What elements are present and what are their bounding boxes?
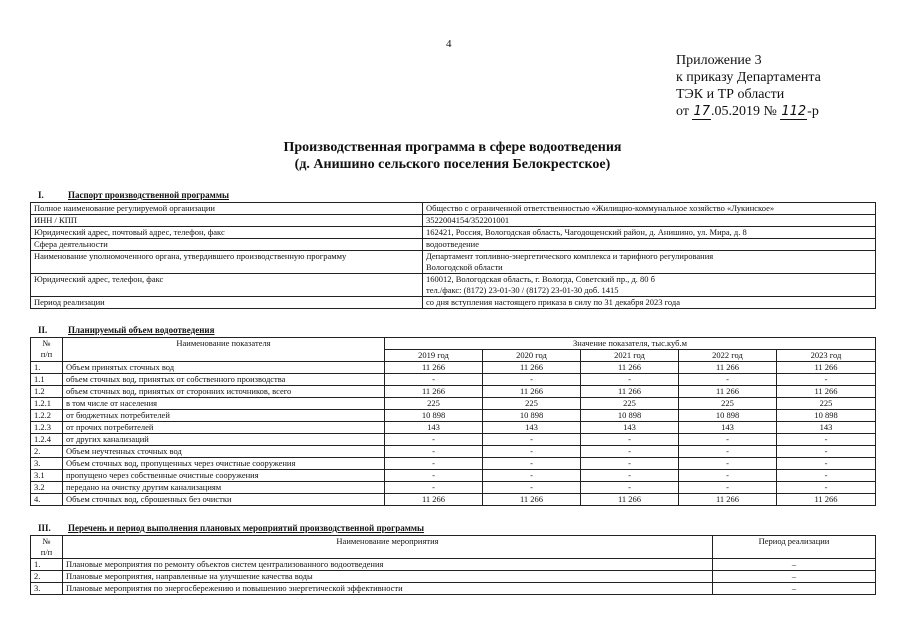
col-number-sublabel: п/п — [40, 547, 53, 557]
row-value: - — [581, 446, 679, 458]
passport-value: 162421, Россия, Вологодская область, Чагодощенский район, д. Анишино, ул. Мира, д. 8 — [423, 227, 876, 239]
row-value: - — [385, 470, 483, 482]
row-value: - — [777, 482, 876, 494]
row-number: 1.1 — [31, 374, 63, 386]
year-header: 2022 год — [679, 350, 777, 362]
row-value: 11 266 — [679, 362, 777, 374]
passport-value: Общество с ограниченной ответственностью «Жилищно-коммунальное хозяйство «Лукинское» — [423, 203, 876, 215]
row-value: 11 266 — [679, 494, 777, 506]
table-row — [31, 583, 876, 595]
col-header-values: Значение показателя, тыс.куб.м — [385, 338, 876, 350]
row-period: – — [713, 571, 876, 583]
row-value: 225 — [385, 398, 483, 410]
row-value: - — [385, 482, 483, 494]
table-row — [31, 458, 876, 470]
year-header: 2023 год — [777, 350, 876, 362]
row-value: - — [385, 446, 483, 458]
table-row — [31, 362, 876, 374]
row-value: 11 266 — [483, 362, 581, 374]
row-number: 3. — [31, 583, 63, 595]
passport-value: 3522004154/352201001 — [423, 215, 876, 227]
passport-label: Юридический адрес, почтовый адрес, телефон, факс — [31, 227, 423, 239]
row-value: 11 266 — [777, 386, 876, 398]
row-name: от других канализаций — [63, 434, 385, 446]
row-number: 3.2 — [31, 482, 63, 494]
row-value: 11 266 — [679, 386, 777, 398]
row-period: – — [713, 583, 876, 595]
date-prefix: от — [676, 104, 689, 119]
row-value: 143 — [777, 422, 876, 434]
row-value: 11 266 — [581, 386, 679, 398]
row-name: Объем принятых сточных вод — [63, 362, 385, 374]
year-header: 2019 год — [385, 350, 483, 362]
row-value: - — [581, 458, 679, 470]
row-value: 143 — [581, 422, 679, 434]
passport-label: Сфера деятельности — [31, 239, 423, 251]
row-value: 10 898 — [483, 410, 581, 422]
col-header-number — [31, 536, 63, 559]
order-suffix: -р — [807, 104, 819, 119]
year-header: 2020 год — [483, 350, 581, 362]
row-value: - — [679, 446, 777, 458]
row-value: - — [679, 434, 777, 446]
row-number: 1.2.3 — [31, 422, 63, 434]
row-value: 11 266 — [777, 362, 876, 374]
row-name: от прочих потребителей — [63, 422, 385, 434]
row-value: - — [679, 374, 777, 386]
row-value: 225 — [777, 398, 876, 410]
row-name: пропущено через собственные очистные сооружения — [63, 470, 385, 482]
section1-heading — [30, 190, 229, 200]
passport-table — [30, 202, 876, 309]
row-value: - — [777, 470, 876, 482]
col-header-name: Наименование показателя — [63, 338, 385, 362]
table-row — [31, 446, 876, 458]
col-header-number — [31, 338, 63, 362]
row-name: от бюджетных потребителей — [63, 410, 385, 422]
passport-label: Наименование уполномоченного органа, утвердившего производственную программу — [31, 251, 423, 274]
row-name: Плановые мероприятия, направленные на улучшение качества воды — [63, 571, 713, 583]
section1-title: Паспорт производственной программы — [68, 190, 229, 200]
handwritten-order-number: 112 — [781, 104, 807, 119]
table-row — [31, 251, 876, 274]
title-line1: Производственная программа в сфере водоотведения — [283, 140, 622, 155]
row-number: 3.1 — [31, 470, 63, 482]
table-row — [31, 470, 876, 482]
row-value: 225 — [581, 398, 679, 410]
handwritten-day: 17 — [693, 104, 710, 119]
passport-value: водоотведение — [423, 239, 876, 251]
row-value: 11 266 — [483, 494, 581, 506]
col-number-sublabel: п/п — [40, 349, 53, 359]
table-row — [31, 374, 876, 386]
header-row — [31, 338, 876, 350]
row-name: Плановые мероприятия по ремонту объектов систем централизованного водоотведения — [63, 559, 713, 571]
row-number: 1.2.2 — [31, 410, 63, 422]
col-number-label: № — [42, 536, 51, 546]
row-number: 3. — [31, 458, 63, 470]
row-name: Объем неучтенных сточных вод — [63, 446, 385, 458]
table-row — [31, 227, 876, 239]
section1-number: I. — [38, 190, 44, 200]
table-row — [31, 422, 876, 434]
row-name: объем сточных вод, принятых от собственного производства — [63, 374, 385, 386]
table-row — [31, 482, 876, 494]
row-value: - — [581, 470, 679, 482]
row-number: 2. — [31, 571, 63, 583]
table-row — [31, 398, 876, 410]
row-value: - — [777, 434, 876, 446]
date-rest: .05.2019 № — [710, 104, 777, 119]
row-value: 11 266 — [385, 386, 483, 398]
row-period: – — [713, 559, 876, 571]
row-value: - — [483, 434, 581, 446]
row-name: Объем сточных вод, сброшенных без очистки — [63, 494, 385, 506]
appendix-line3: ТЭК и ТР области — [676, 87, 785, 102]
row-value: 11 266 — [385, 494, 483, 506]
row-value: - — [385, 434, 483, 446]
row-value: - — [679, 458, 777, 470]
row-value: - — [385, 458, 483, 470]
table-row — [31, 494, 876, 506]
row-name: Объем сточных вод, пропущенных через очистные сооружения — [63, 458, 385, 470]
row-number: 1. — [31, 362, 63, 374]
passport-value-multiline — [423, 251, 876, 274]
table-row — [31, 274, 876, 297]
row-value: 225 — [679, 398, 777, 410]
row-name: передано на очистку другим канализациям — [63, 482, 385, 494]
row-number: 1. — [31, 559, 63, 571]
row-value: 11 266 — [385, 362, 483, 374]
section2-number: II. — [38, 325, 48, 335]
measures-table — [30, 535, 876, 595]
passport-value-line1: 160012, Вологодская область, г. Вологда, Советский пр., д. 80 б — [426, 274, 656, 284]
row-value: - — [581, 434, 679, 446]
row-number: 4. — [31, 494, 63, 506]
col-number-label: № — [42, 338, 51, 348]
col-header-name: Наименование мероприятия — [63, 536, 713, 559]
row-value: 143 — [679, 422, 777, 434]
section2-title: Планируемый объем водоотведения — [68, 325, 215, 335]
row-name: в том числе от населения — [63, 398, 385, 410]
section3-title: Перечень и период выполнения плановых мероприятий производственной программы — [68, 523, 425, 533]
page-number: 4 — [446, 38, 452, 50]
year-header: 2021 год — [581, 350, 679, 362]
row-value: - — [483, 482, 581, 494]
row-value: - — [777, 446, 876, 458]
table-row — [31, 386, 876, 398]
passport-value-line2: Вологодской области — [426, 262, 503, 272]
appendix-line1: Приложение 3 — [676, 53, 762, 68]
volume-table — [30, 337, 876, 506]
row-value: - — [777, 374, 876, 386]
passport-value-line2: тел./факс: (8172) 23-01-30 / (8172) 23-01-30 доб. 1415 — [426, 285, 619, 295]
passport-label: Юридический адрес, телефон, факс — [31, 274, 423, 297]
row-value: - — [581, 482, 679, 494]
row-value: 11 266 — [581, 362, 679, 374]
header-row — [31, 536, 876, 559]
section2-heading — [30, 325, 214, 335]
row-value: 10 898 — [679, 410, 777, 422]
row-value: - — [385, 374, 483, 386]
row-value: - — [777, 458, 876, 470]
table-row — [31, 559, 876, 571]
row-value: 10 898 — [581, 410, 679, 422]
table-row — [31, 434, 876, 446]
row-value: 10 898 — [777, 410, 876, 422]
row-value: 10 898 — [385, 410, 483, 422]
row-value: 143 — [483, 422, 581, 434]
section3-heading — [30, 523, 424, 533]
row-name: объем сточных вод, принятых от сторонних источников, всего — [63, 386, 385, 398]
passport-value: со дня вступления настоящего приказа в силу по 31 декабря 2023 года — [423, 297, 876, 309]
row-value: 11 266 — [483, 386, 581, 398]
appendix-line2: к приказу Департамента — [676, 70, 821, 85]
passport-value-multiline — [423, 274, 876, 297]
col-header-period: Период реализации — [713, 536, 876, 559]
row-value: 225 — [483, 398, 581, 410]
passport-label: ИНН / КПП — [31, 215, 423, 227]
table-row — [31, 215, 876, 227]
passport-label: Период реализации — [31, 297, 423, 309]
table-row — [31, 203, 876, 215]
row-number: 2. — [31, 446, 63, 458]
passport-value-line1: Департамент топливно-энергетического комплекса и тарифного регулирования — [426, 251, 714, 261]
appendix-block — [676, 52, 821, 120]
document-title — [0, 139, 905, 173]
row-value: - — [483, 446, 581, 458]
row-value: - — [679, 482, 777, 494]
section3-number: III. — [38, 523, 51, 533]
row-value: 11 266 — [581, 494, 679, 506]
passport-label: Полное наименование регулируемой организации — [31, 203, 423, 215]
row-value: - — [483, 374, 581, 386]
row-name: Плановые мероприятия по энергосбережению и повышению энергетической эффективности — [63, 583, 713, 595]
appendix-date-line — [676, 103, 821, 120]
row-value: 143 — [385, 422, 483, 434]
row-value: - — [581, 374, 679, 386]
row-value: - — [483, 458, 581, 470]
row-number: 1.2.1 — [31, 398, 63, 410]
row-value: 11 266 — [777, 494, 876, 506]
table-row — [31, 239, 876, 251]
title-line2: (д. Анишино сельского поселения Белокрестское) — [294, 157, 611, 172]
table-row — [31, 297, 876, 309]
row-number: 1.2 — [31, 386, 63, 398]
row-number: 1.2.4 — [31, 434, 63, 446]
table-row — [31, 571, 876, 583]
row-value: - — [679, 470, 777, 482]
row-value: - — [483, 470, 581, 482]
table-row — [31, 410, 876, 422]
